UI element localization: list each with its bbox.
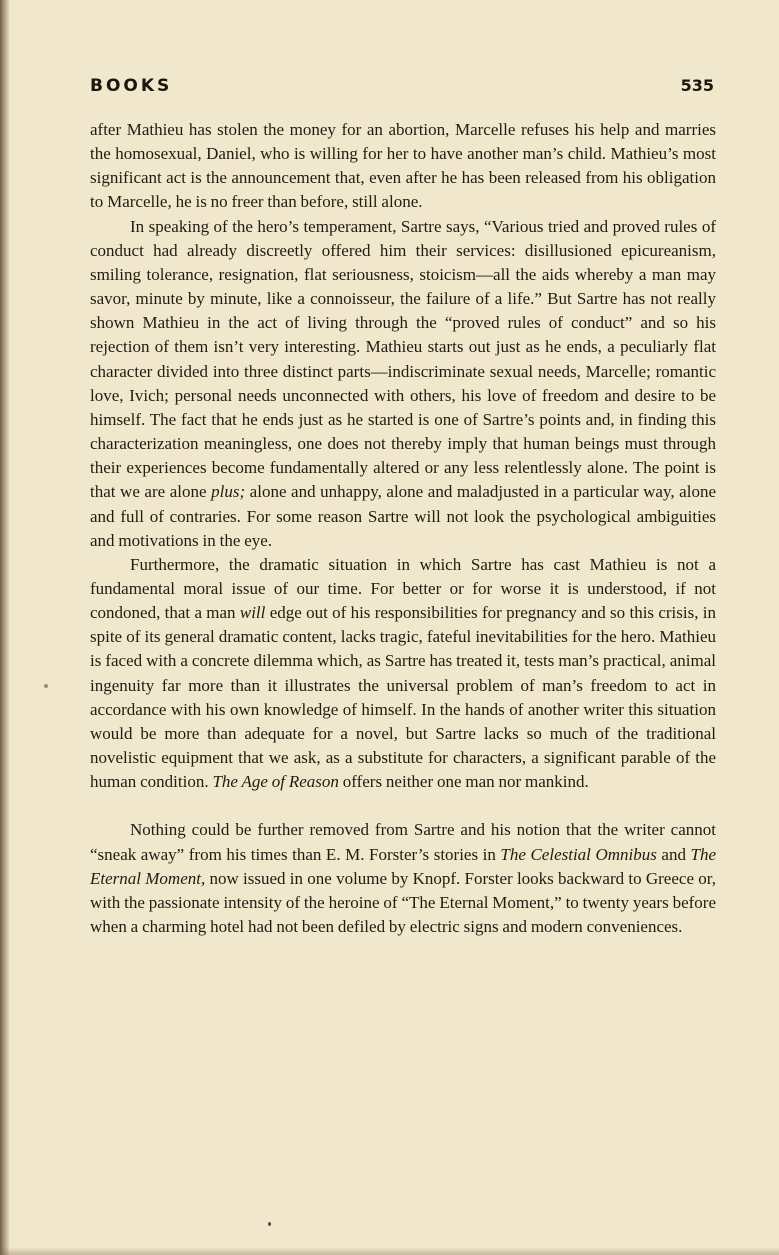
italic-title-run: plus; — [211, 482, 246, 502]
running-head — [90, 76, 716, 98]
page-bottom-edge — [0, 1247, 779, 1255]
text-run: alone and unhappy, alone and maladjusted in a particular way, alone and full of contraries. For some reason Sartre will not look the psychological ambiguities and motivations in the eye. — [90, 482, 717, 550]
italic-title-run: The Celestial Omnibus — [500, 844, 657, 864]
italic-title-run: The Eternal Moment, — [90, 844, 717, 888]
paragraph — [90, 553, 716, 795]
italic-title-run: The Age of Reason — [212, 772, 339, 792]
text-run: and — [656, 844, 691, 864]
running-title: BOOKS — [90, 76, 173, 96]
text-run: now issued in one volume by Knopf. Forster looks backward to Greece or, with the passionate intensity of the heroine of “The Eternal Moment,” to twenty years before when a charming hotel had not been defiled by electric signs and modern conveniences. — [90, 868, 716, 936]
text-run: offers neither one man nor mankind. — [338, 772, 589, 792]
paragraph — [90, 818, 716, 939]
article-body — [90, 118, 716, 939]
page-binding-edge — [0, 0, 9, 1255]
text-run: edge out of his responsibilities for pregnancy and so this crisis, in spite of its general dramatic content, lacks tragic, fateful inevitabilities for the hero. Mathieu is faced with a concrete dilemma which, as Sartre has treated it, tests man’s practical, animal ingenuity far more than it illustrates the universal problem of man’s freedom to act in accordance with his own knowledge of himself. In the hands of another writer this situation would be more than adequate for a novel, but Sartre lacks so much of the traditional novelistic equipment that we ask, as a substitute for characters, a significant parable of the human condition. — [90, 603, 717, 792]
paragraph — [90, 215, 716, 553]
margin-speck — [44, 684, 48, 688]
page-number: 535 — [680, 76, 714, 95]
text-run: Furthermore, the dramatic situation in which Sartre has cast Mathieu is not a fundamental moral issue of our time. For better or for worse it is understood, if not condoned, that a man — [90, 554, 716, 623]
paragraph — [90, 118, 716, 215]
text-run: after Mathieu has stolen the money for an abortion, Marcelle refuses his help and marries the homosexual, Daniel, who is willing for her to have another man’s child. Mathieu’s most significant act is the announcement that, even after he has been released from his obligation to Marcelle, he is no freer than before, still alone. — [90, 120, 716, 212]
text-run: Nothing could be further removed from Sartre and his notion that the writer cannot “sneak away” from his times than E. M. Forster’s stories in — [90, 820, 716, 864]
text-run: In speaking of the hero’s temperament, Sartre says, “Various tried and proved rules of conduct had already discreetly offered him their services: disillusioned epicureanism, smiling tolerance, resignation, flat seriousness, stoicism—all the aids whereby a man may savor, minute by minute, like a connoisseur, the failure of a life.” But Sartre has not really shown Mathieu in the act of living through the “proved rules of conduct” and so his rejection of them isn’t very interesting. Mathieu starts out just as he ends, a peculiarly flat character divided into three distinct parts—indiscriminate sexual needs, Marcelle; romantic love, Ivich; personal needs unconnected with others, his love of freedom and desire to be himself. The fact that he ends just as he started is one of Sartre’s points and, in finding this characterization meaningless, one does not thereby imply that human beings must through their experiences become fundamentally altered or any less relentlessly alone. The point is that we are alone — [90, 216, 716, 502]
ink-speck — [268, 1222, 271, 1226]
italic-title-run: will — [239, 603, 266, 623]
